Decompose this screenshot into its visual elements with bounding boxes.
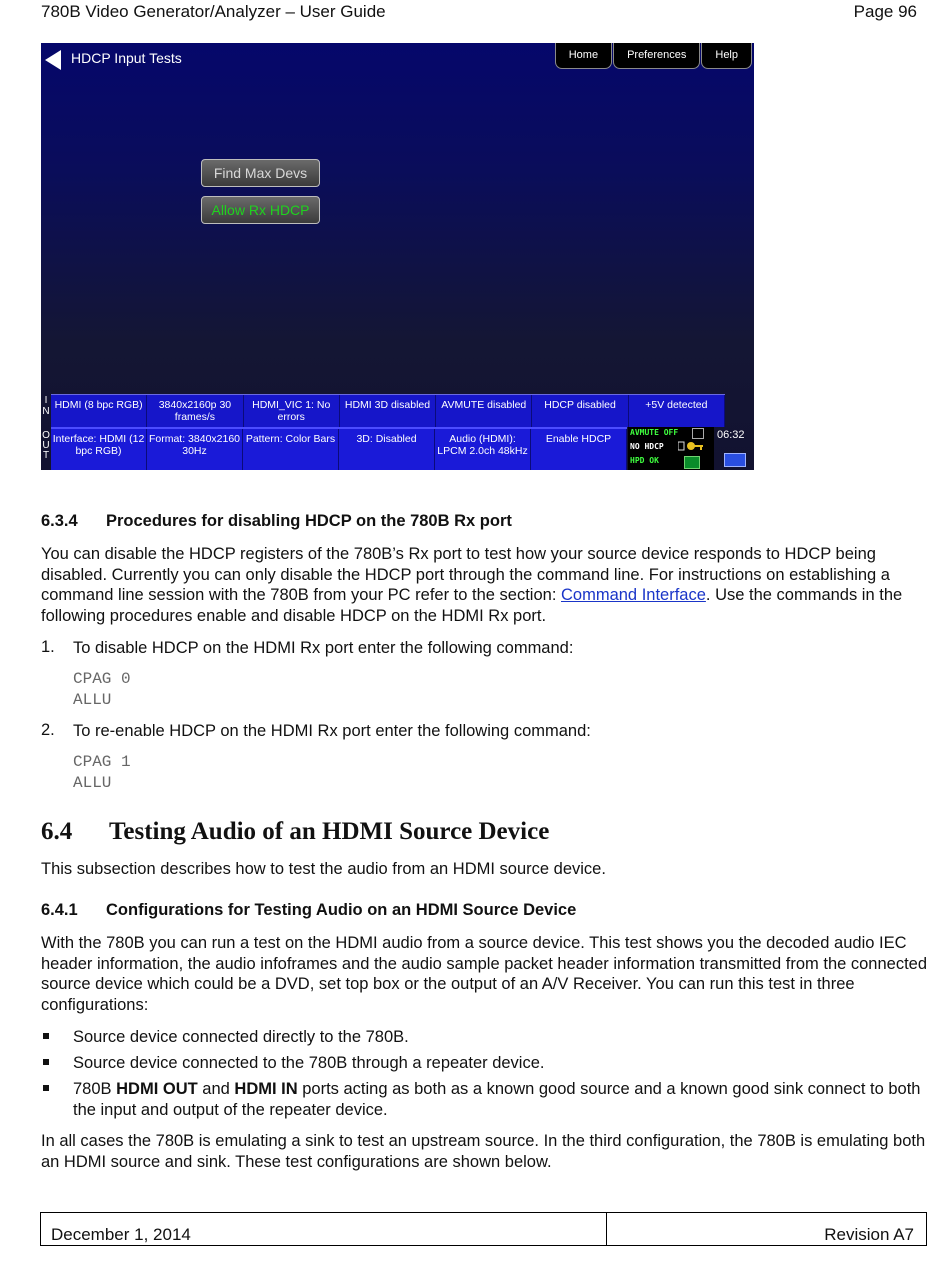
status-panel bbox=[628, 427, 714, 470]
network-icon[interactable] bbox=[724, 453, 746, 467]
out-audio-button[interactable]: Audio (HDMI): LPCM 2.0ch 48kHz bbox=[435, 429, 531, 470]
bullet-item: Source device connected directly to the 780B. bbox=[73, 1028, 409, 1046]
in-hdcp: HDCP disabled bbox=[532, 395, 628, 427]
step-text: To disable HDCP on the HDMI Rx port enter the following command: bbox=[73, 639, 574, 657]
out-interface-button[interactable]: Interface: HDMI (12 bpc RGB) bbox=[51, 429, 147, 470]
hdmi-in-term: HDMI IN bbox=[234, 1080, 298, 1098]
section-641-paragraph: With the 780B you can run a test on the HDMI audio from a source device. This test shows you the decoded audio IEC header information, the audio infoframes and the audio sample packet header information transmitted from the connected source device which could be a DVD, set top box or the output of an A/V Receiver. You can run this test in three configurations: bbox=[41, 934, 928, 1014]
allow-rx-hdcp-button[interactable]: Allow Rx HDCP bbox=[201, 196, 320, 224]
hdmi-out-term: HDMI OUT bbox=[116, 1080, 198, 1098]
section-634-heading bbox=[41, 512, 512, 531]
out-row-label: O U T bbox=[42, 430, 50, 461]
section-title: Testing Audio of an HDMI Source Device bbox=[109, 818, 550, 845]
bullet-text: and bbox=[197, 1080, 235, 1098]
screen-title: HDCP Input Tests bbox=[71, 50, 182, 66]
intro-text: You can disable the HDCP registers of the 780B’s Rx port to test how your source device responds to HDCP being disabled. Currently you can only disable the HDCP port through the command line. For instructions on establishing a command line session with the 780B from your PC refer to the section: bbox=[41, 545, 890, 605]
footer-revision: Revision A7 bbox=[824, 1225, 914, 1244]
input-status-row bbox=[51, 394, 725, 427]
section-number: 6.4.1 bbox=[41, 901, 78, 919]
section-641-heading bbox=[41, 901, 576, 920]
out-format-button[interactable]: Format: 3840x2160 30Hz bbox=[147, 429, 243, 470]
home-button[interactable]: Home bbox=[555, 43, 612, 69]
code-line: ALLU bbox=[73, 691, 112, 709]
bullet-icon bbox=[43, 1059, 49, 1065]
key-icon bbox=[678, 439, 704, 453]
in-avmute: AVMUTE disabled bbox=[436, 395, 532, 427]
step-number: 1. bbox=[41, 638, 55, 656]
command-interface-link[interactable]: Command Interface bbox=[561, 586, 706, 605]
section-634-intro bbox=[41, 544, 931, 626]
avmute-status: AVMUTE OFF bbox=[630, 428, 679, 437]
in-5v: +5V detected bbox=[629, 395, 725, 427]
footer-divider bbox=[606, 1213, 607, 1245]
help-button[interactable]: Help bbox=[701, 43, 752, 69]
in-interface: HDMI (8 bpc RGB) bbox=[51, 395, 147, 427]
code-line: ALLU bbox=[73, 774, 112, 792]
intro-text-suffix: . Use the commands in the following procedures enable and disable HDCP on the HDMI Rx port. bbox=[41, 586, 903, 625]
clock: 06:32 bbox=[717, 429, 745, 441]
code-line: CPAG 0 bbox=[73, 670, 131, 688]
section-64-intro: This subsection describes how to test the audio from an HDMI source device. bbox=[41, 860, 606, 878]
section-title: Procedures for disabling HDCP on the 780B Rx port bbox=[106, 512, 512, 530]
bullet-text: ports acting as both as a known good source and a known good sink connect to both the input and output of the repeater device. bbox=[73, 1080, 921, 1119]
enable-hdcp-button[interactable]: Enable HDCP bbox=[531, 429, 627, 470]
section-number: 6.4 bbox=[41, 818, 73, 845]
preferences-button[interactable]: Preferences bbox=[613, 43, 700, 69]
bullet-item bbox=[73, 1079, 923, 1120]
bullet-item: Source device connected to the 780B through a repeater device. bbox=[73, 1054, 545, 1072]
step-text: To re-enable HDCP on the HDMI Rx port enter the following command: bbox=[73, 722, 591, 740]
header-title: 780B Video Generator/Analyzer – User Guide bbox=[41, 2, 386, 21]
section-number: 6.3.4 bbox=[41, 512, 78, 530]
in-vic: HDMI_VIC 1: No errors bbox=[244, 395, 340, 427]
bullet-text: 780B bbox=[73, 1080, 117, 1098]
bullet-icon bbox=[43, 1085, 49, 1091]
out-pattern-button[interactable]: Pattern: Color Bars bbox=[243, 429, 339, 470]
code-line: CPAG 1 bbox=[73, 753, 131, 771]
page-footer bbox=[40, 1212, 927, 1246]
out-3d-button[interactable]: 3D: Disabled bbox=[339, 429, 435, 470]
section-64-heading bbox=[41, 818, 549, 846]
section-title: Configurations for Testing Audio on an HDMI Source Device bbox=[106, 901, 577, 919]
back-arrow-icon[interactable] bbox=[45, 50, 61, 70]
footer-date: December 1, 2014 bbox=[51, 1225, 191, 1244]
screen-nav bbox=[554, 43, 752, 69]
page-number: Page 96 bbox=[853, 2, 917, 21]
in-format: 3840x2160p 30 frames/s bbox=[147, 395, 243, 427]
closing-paragraph: In all cases the 780B is emulating a sink to test an upstream source. In the third configuration, the 780B is emulating both an HDMI source and sink. These test configurations are shown below. bbox=[41, 1132, 926, 1171]
hpd-status: HPD OK bbox=[630, 456, 659, 465]
in-row-label: I N bbox=[42, 395, 50, 417]
device-screenshot bbox=[41, 43, 754, 470]
checkmark-icon bbox=[684, 456, 700, 469]
find-max-devs-button[interactable]: Find Max Devs bbox=[201, 159, 320, 187]
output-settings-row bbox=[51, 427, 627, 470]
hdcp-status: NO HDCP bbox=[630, 442, 664, 451]
expand-box-icon bbox=[692, 428, 704, 439]
in-3d: HDMI 3D disabled bbox=[340, 395, 436, 427]
step-number: 2. bbox=[41, 721, 55, 739]
bullet-icon bbox=[43, 1033, 49, 1039]
